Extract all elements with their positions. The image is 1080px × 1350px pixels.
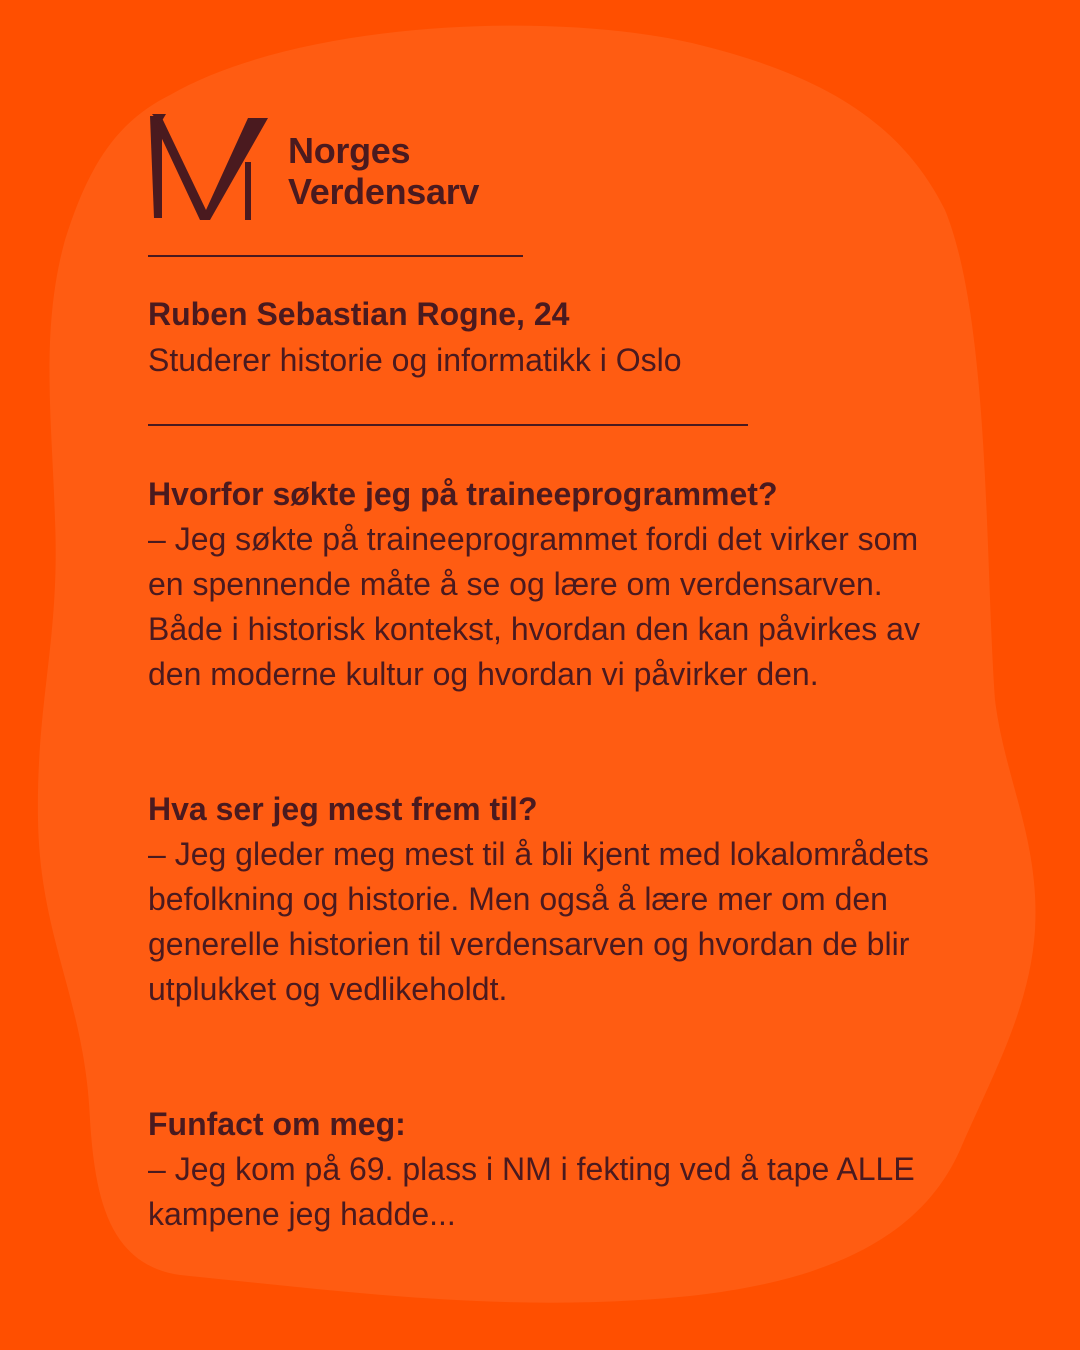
brand-name-line1: Norges [288,130,411,171]
world-heritage-emblem-icon [148,110,270,222]
profile-occupation: Studerer historie og informatikk i Oslo [148,342,682,378]
qa-answer: – Jeg søkte på traineeprogrammet fordi det virker som en spennende måte å se og lære om verdensarven. Både i historisk kontekst, hvordan den kan påvirkes av den moderne kultur og hvordan vi påvirker den. [148,521,920,692]
qa-block [148,472,938,697]
qa-question: Hvorfor søkte jeg på traineeprogrammet? [148,476,778,512]
brand-name-line2: Verdensarv [288,171,480,212]
qa-answer: – Jeg kom på 69. plass i NM i fekting ved å tape ALLE kampene jeg hadde... [148,1151,915,1232]
qa-question: Hva ser jeg mest frem til? [148,791,538,827]
qa-answer: – Jeg gleder meg mest til å bli kjent med lokalområdets befolkning og historie. Men også å lære mer om den generelle historien til verdensarven og hvordan de blir utplukket og vedlikeholdt. [148,836,929,1007]
divider-top [148,255,523,257]
qa-question: Funfact om meg: [148,1106,406,1142]
brand-logo [148,110,480,222]
divider-bottom [148,424,748,426]
qa-block [148,787,938,1012]
qa-block [148,1102,938,1237]
brand-name [288,130,479,212]
profile-name: Ruben Sebastian Rogne, 24 [148,296,570,332]
